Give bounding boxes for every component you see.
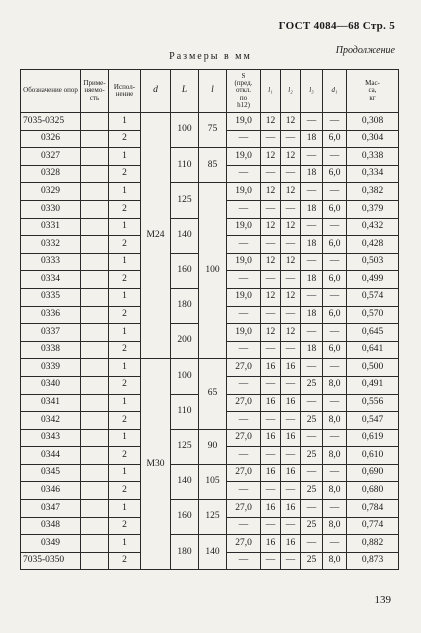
cell-l2: — (281, 447, 301, 465)
cell-d1: 8,0 (323, 552, 347, 570)
cell-isp: 2 (109, 376, 141, 394)
cell-L: 160 (171, 253, 199, 288)
cell-S: — (227, 236, 261, 254)
cell-l1: — (261, 165, 281, 183)
cell-l1: — (261, 271, 281, 289)
header-mass: Мас- са, кг (347, 70, 399, 113)
cell-l3: 18 (301, 200, 323, 218)
cell-l2: 16 (281, 535, 301, 553)
cell-l3: 18 (301, 341, 323, 359)
cell-isp: 2 (109, 200, 141, 218)
cell-S: 19,0 (227, 113, 261, 131)
cell-isp: 1 (109, 359, 141, 377)
cell-oboz: 0331 (21, 218, 81, 236)
cell-S: 19,0 (227, 218, 261, 236)
cell-oboz: 0348 (21, 517, 81, 535)
cell-oboz: 0342 (21, 412, 81, 430)
header-d: d (141, 70, 171, 113)
cell-prim (81, 324, 109, 342)
cell-l3: 18 (301, 306, 323, 324)
cell-prim (81, 376, 109, 394)
cell-prim (81, 253, 109, 271)
cell-l1: 12 (261, 324, 281, 342)
document-header: ГОСТ 4084—68 Стр. 5 (278, 20, 395, 32)
cell-oboz: 0347 (21, 500, 81, 518)
cell-prim (81, 500, 109, 518)
cell-L: 125 (171, 183, 199, 218)
cell-d1: 8,0 (323, 447, 347, 465)
cell-isp: 1 (109, 429, 141, 447)
cell-oboz: 0334 (21, 271, 81, 289)
header-S: S (пред. откл. по h12) (227, 70, 261, 113)
cell-oboz: 7035-0325 (21, 113, 81, 131)
header-l: l (199, 70, 227, 113)
cell-oboz: 0333 (21, 253, 81, 271)
cell-l1: 16 (261, 359, 281, 377)
cell-oboz: 0339 (21, 359, 81, 377)
cell-l1: 12 (261, 113, 281, 131)
cell-l3: 25 (301, 482, 323, 500)
cell-l: 85 (199, 148, 227, 183)
cell-mass: 0,784 (347, 500, 399, 518)
cell-d1: — (323, 183, 347, 201)
cell-oboz: 0326 (21, 130, 81, 148)
cell-l2: 16 (281, 429, 301, 447)
cell-S: — (227, 306, 261, 324)
cell-isp: 1 (109, 394, 141, 412)
table-row (21, 183, 399, 201)
cell-mass: 0,432 (347, 218, 399, 236)
header-L: L (171, 70, 199, 113)
cell-mass: 0,619 (347, 429, 399, 447)
cell-S: — (227, 376, 261, 394)
cell-l2: 12 (281, 218, 301, 236)
cell-d1: 8,0 (323, 412, 347, 430)
header-l2: l₂ (281, 70, 301, 113)
cell-mass: 0,379 (347, 200, 399, 218)
cell-l2: — (281, 412, 301, 430)
cell-l1: 12 (261, 253, 281, 271)
cell-L: 140 (171, 218, 199, 253)
cell-l3: 18 (301, 165, 323, 183)
table-row (21, 359, 399, 377)
cell-l3: — (301, 218, 323, 236)
cell-mass: 0,882 (347, 535, 399, 553)
cell-mass: 0,645 (347, 324, 399, 342)
cell-prim (81, 447, 109, 465)
cell-prim (81, 218, 109, 236)
table-row (21, 464, 399, 482)
cell-oboz: 0329 (21, 183, 81, 201)
cell-l2: 12 (281, 113, 301, 131)
cell-L: 140 (171, 464, 199, 499)
cell-prim (81, 183, 109, 201)
cell-l1: 16 (261, 535, 281, 553)
cell-l: 75 (199, 113, 227, 148)
cell-isp: 1 (109, 148, 141, 166)
cell-l3: — (301, 288, 323, 306)
cell-prim (81, 165, 109, 183)
cell-l2: 12 (281, 324, 301, 342)
cell-prim (81, 148, 109, 166)
cell-l3: 25 (301, 412, 323, 430)
cell-l: 125 (199, 500, 227, 535)
cell-S: — (227, 447, 261, 465)
cell-l: 105 (199, 464, 227, 499)
cell-mass: 0,574 (347, 288, 399, 306)
cell-l2: 16 (281, 464, 301, 482)
table-row (21, 429, 399, 447)
cell-l3: — (301, 535, 323, 553)
cell-prim (81, 306, 109, 324)
cell-isp: 2 (109, 165, 141, 183)
cell-l3: — (301, 253, 323, 271)
cell-oboz: 0332 (21, 236, 81, 254)
cell-l2: — (281, 482, 301, 500)
cell-mass: 0,570 (347, 306, 399, 324)
cell-l2: — (281, 306, 301, 324)
table-body (21, 113, 399, 570)
cell-oboz: 0335 (21, 288, 81, 306)
cell-l1: — (261, 130, 281, 148)
cell-oboz: 0346 (21, 482, 81, 500)
cell-isp: 2 (109, 341, 141, 359)
cell-l3: 18 (301, 236, 323, 254)
cell-isp: 2 (109, 447, 141, 465)
cell-isp: 2 (109, 412, 141, 430)
cell-L: 160 (171, 500, 199, 535)
cell-d1: 6,0 (323, 236, 347, 254)
cell-prim (81, 517, 109, 535)
header-l1: l₁ (261, 70, 281, 113)
cell-isp: 1 (109, 324, 141, 342)
cell-d1: 8,0 (323, 482, 347, 500)
table-row (21, 113, 399, 131)
cell-d1: 6,0 (323, 200, 347, 218)
cell-l3: — (301, 359, 323, 377)
cell-S: 19,0 (227, 148, 261, 166)
cell-l3: 18 (301, 130, 323, 148)
cell-l1: 12 (261, 148, 281, 166)
cell-S: — (227, 482, 261, 500)
cell-mass: 0,680 (347, 482, 399, 500)
cell-l1: — (261, 447, 281, 465)
cell-isp: 2 (109, 552, 141, 570)
cell-d1: — (323, 148, 347, 166)
cell-mass: 0,547 (347, 412, 399, 430)
header-l3: l₃ (301, 70, 323, 113)
cell-l2: 12 (281, 183, 301, 201)
cell-mass: 0,641 (347, 341, 399, 359)
cell-S: 27,0 (227, 500, 261, 518)
cell-isp: 2 (109, 517, 141, 535)
cell-isp: 1 (109, 253, 141, 271)
cell-d1: 6,0 (323, 271, 347, 289)
cell-oboz: 0343 (21, 429, 81, 447)
cell-l3: 25 (301, 376, 323, 394)
cell-isp: 1 (109, 288, 141, 306)
header-d1: d₁ (323, 70, 347, 113)
dimensions-table (20, 69, 399, 570)
cell-S: 27,0 (227, 359, 261, 377)
cell-l1: — (261, 236, 281, 254)
cell-S: — (227, 412, 261, 430)
cell-d1: — (323, 359, 347, 377)
cell-S: — (227, 341, 261, 359)
cell-prim (81, 464, 109, 482)
header-isp: Испол- нение (109, 70, 141, 113)
cell-prim (81, 236, 109, 254)
cell-d1: — (323, 288, 347, 306)
cell-L: 180 (171, 535, 199, 570)
cell-l2: — (281, 165, 301, 183)
cell-S: 19,0 (227, 324, 261, 342)
cell-isp: 2 (109, 130, 141, 148)
cell-l3: — (301, 500, 323, 518)
cell-mass: 0,610 (347, 447, 399, 465)
cell-l3: — (301, 148, 323, 166)
cell-oboz: 7035-0350 (21, 552, 81, 570)
cell-L: 110 (171, 148, 199, 183)
cell-d1: — (323, 500, 347, 518)
cell-l2: 16 (281, 500, 301, 518)
header-oboz: Обозначение опор (21, 70, 81, 113)
cell-oboz: 0337 (21, 324, 81, 342)
cell-oboz: 0341 (21, 394, 81, 412)
cell-l2: 16 (281, 394, 301, 412)
cell-S: 19,0 (227, 253, 261, 271)
table-row (21, 500, 399, 518)
cell-prim (81, 482, 109, 500)
cell-oboz: 0340 (21, 376, 81, 394)
cell-L: 100 (171, 113, 199, 148)
cell-oboz: 0344 (21, 447, 81, 465)
cell-l: 90 (199, 429, 227, 464)
cell-d1: 8,0 (323, 517, 347, 535)
cell-l3: 25 (301, 552, 323, 570)
cell-prim (81, 552, 109, 570)
table-row (21, 148, 399, 166)
cell-l2: — (281, 200, 301, 218)
cell-l2: 16 (281, 359, 301, 377)
cell-mass: 0,690 (347, 464, 399, 482)
cell-l3: — (301, 464, 323, 482)
cell-isp: 1 (109, 500, 141, 518)
cell-l3: — (301, 324, 323, 342)
cell-l2: — (281, 236, 301, 254)
cell-prim (81, 412, 109, 430)
cell-l2: — (281, 341, 301, 359)
cell-S: 19,0 (227, 288, 261, 306)
cell-S: 27,0 (227, 464, 261, 482)
cell-l3: 18 (301, 271, 323, 289)
cell-S: — (227, 200, 261, 218)
cell-l1: 16 (261, 500, 281, 518)
cell-l: 65 (199, 359, 227, 429)
cell-mass: 0,304 (347, 130, 399, 148)
cell-l3: — (301, 394, 323, 412)
cell-d1: 6,0 (323, 165, 347, 183)
cell-l1: — (261, 376, 281, 394)
cell-prim (81, 130, 109, 148)
cell-oboz: 0336 (21, 306, 81, 324)
cell-S: 27,0 (227, 429, 261, 447)
cell-prim (81, 359, 109, 377)
cell-l1: — (261, 552, 281, 570)
cell-prim (81, 200, 109, 218)
cell-mass: 0,428 (347, 236, 399, 254)
cell-L: 110 (171, 394, 199, 429)
cell-mass: 0,334 (347, 165, 399, 183)
cell-mass: 0,491 (347, 376, 399, 394)
cell-l2: 12 (281, 148, 301, 166)
cell-oboz: 0345 (21, 464, 81, 482)
cell-d1: — (323, 113, 347, 131)
cell-isp: 1 (109, 535, 141, 553)
cell-isp: 1 (109, 113, 141, 131)
cell-mass: 0,499 (347, 271, 399, 289)
cell-d: M24 (141, 113, 171, 359)
cell-d1: 6,0 (323, 130, 347, 148)
cell-mass: 0,338 (347, 148, 399, 166)
cell-prim (81, 394, 109, 412)
cell-l1: 12 (261, 183, 281, 201)
cell-l2: 12 (281, 253, 301, 271)
cell-l1: 12 (261, 288, 281, 306)
cell-l1: — (261, 200, 281, 218)
cell-l3: — (301, 429, 323, 447)
cell-d1: — (323, 324, 347, 342)
cell-mass: 0,556 (347, 394, 399, 412)
cell-prim (81, 341, 109, 359)
cell-mass: 0,382 (347, 183, 399, 201)
cell-prim (81, 113, 109, 131)
cell-d1: 6,0 (323, 341, 347, 359)
cell-isp: 2 (109, 236, 141, 254)
cell-prim (81, 288, 109, 306)
cell-L: 200 (171, 324, 199, 359)
cell-l3: 25 (301, 517, 323, 535)
cell-mass: 0,774 (347, 517, 399, 535)
cell-l2: — (281, 130, 301, 148)
cell-l2: — (281, 376, 301, 394)
cell-l1: 16 (261, 394, 281, 412)
cell-S: — (227, 130, 261, 148)
cell-oboz: 0349 (21, 535, 81, 553)
cell-l1: 12 (261, 218, 281, 236)
cell-mass: 0,873 (347, 552, 399, 570)
cell-l3: — (301, 183, 323, 201)
cell-l: 100 (199, 183, 227, 359)
cell-oboz: 0327 (21, 148, 81, 166)
cell-S: — (227, 552, 261, 570)
cell-L: 180 (171, 288, 199, 323)
cell-l3: — (301, 113, 323, 131)
cell-L: 125 (171, 429, 199, 464)
cell-prim (81, 271, 109, 289)
header-prim: Приме- няемо- сть (81, 70, 109, 113)
cell-l2: — (281, 517, 301, 535)
cell-S: — (227, 517, 261, 535)
cell-l1: — (261, 306, 281, 324)
cell-l: 140 (199, 535, 227, 570)
cell-S: 27,0 (227, 394, 261, 412)
cell-d1: 6,0 (323, 306, 347, 324)
table-caption: Размеры в мм (169, 51, 252, 62)
cell-isp: 1 (109, 218, 141, 236)
cell-S: — (227, 271, 261, 289)
cell-isp: 2 (109, 271, 141, 289)
cell-l2: — (281, 271, 301, 289)
cell-l1: — (261, 482, 281, 500)
cell-l3: 25 (301, 447, 323, 465)
cell-d1: — (323, 253, 347, 271)
cell-mass: 0,308 (347, 113, 399, 131)
cell-d1: 8,0 (323, 376, 347, 394)
cell-l1: — (261, 412, 281, 430)
cell-L: 100 (171, 359, 199, 394)
cell-l2: — (281, 552, 301, 570)
cell-d1: — (323, 535, 347, 553)
cell-l1: — (261, 517, 281, 535)
cell-d1: — (323, 218, 347, 236)
cell-mass: 0,503 (347, 253, 399, 271)
cell-S: 27,0 (227, 535, 261, 553)
cell-oboz: 0338 (21, 341, 81, 359)
cell-prim (81, 535, 109, 553)
table-row (21, 535, 399, 553)
cell-d1: — (323, 464, 347, 482)
cell-l1: 16 (261, 464, 281, 482)
cell-isp: 2 (109, 482, 141, 500)
cell-l1: 16 (261, 429, 281, 447)
cell-isp: 1 (109, 464, 141, 482)
cell-mass: 0,500 (347, 359, 399, 377)
cell-d: M30 (141, 359, 171, 570)
cell-oboz: 0330 (21, 200, 81, 218)
cell-S: — (227, 165, 261, 183)
cell-oboz: 0328 (21, 165, 81, 183)
cell-prim (81, 429, 109, 447)
cell-d1: — (323, 394, 347, 412)
page-number: 139 (374, 594, 391, 606)
cell-l2: 12 (281, 288, 301, 306)
cell-l1: — (261, 341, 281, 359)
cell-d1: — (323, 429, 347, 447)
continuation-label: Продолжение (335, 45, 395, 56)
cell-isp: 1 (109, 183, 141, 201)
cell-isp: 2 (109, 306, 141, 324)
cell-S: 19,0 (227, 183, 261, 201)
table-header-row (21, 70, 399, 113)
